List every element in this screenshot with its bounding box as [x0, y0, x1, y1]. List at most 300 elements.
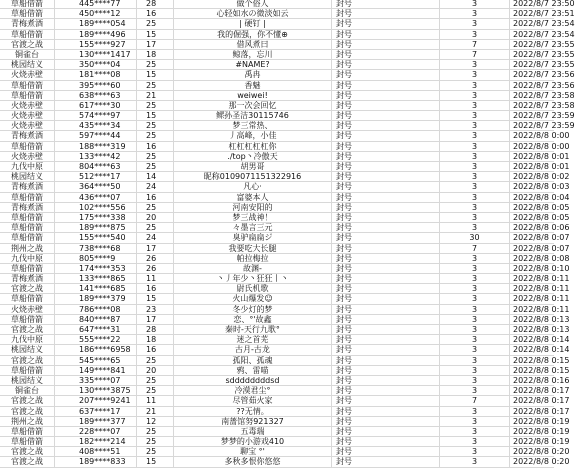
duration-cell: 3 — [440, 315, 510, 324]
action-cell: 封号 — [332, 193, 440, 202]
server-name-cell: 官渡之战 — [0, 457, 55, 466]
action-cell: 封号 — [332, 325, 440, 334]
level-cell: 18 — [137, 335, 174, 344]
duration-cell: 3 — [440, 70, 510, 79]
player-id-cell: 647****31 — [55, 325, 137, 334]
server-name-cell: 草船借箭 — [0, 0, 55, 8]
duration-cell: 3 — [440, 457, 510, 466]
level-cell: 28 — [137, 325, 174, 334]
player-id-cell: 149****841 — [55, 366, 137, 375]
timestamp-cell: 2022/8/8 0:13 — [513, 325, 570, 334]
action-cell: 封号 — [332, 233, 440, 242]
action-cell: 封号 — [332, 315, 440, 324]
server-name-cell: 草船借箭 — [0, 233, 55, 242]
table-row — [0, 0, 575, 9]
server-name-cell: 火烧赤壁 — [0, 111, 55, 120]
level-cell: 25 — [137, 101, 174, 110]
action-cell: 封号 — [332, 142, 440, 151]
level-cell: 15 — [137, 30, 174, 39]
nickname-cell: 孤阳、孤魂 — [174, 356, 332, 365]
table-row — [0, 182, 570, 192]
server-name-cell: 草船借箭 — [0, 193, 55, 202]
timestamp-cell: 2022/8/8 0:06 — [513, 223, 570, 233]
table-row — [0, 355, 570, 366]
player-id-cell: 130****1417 — [55, 50, 137, 59]
duration-cell: 3 — [440, 60, 510, 69]
player-id-cell: 335****07 — [55, 376, 137, 385]
duration-cell: 3 — [440, 366, 510, 375]
action-cell: 封号 — [332, 407, 440, 416]
server-name-cell: 九伐中原 — [0, 254, 55, 263]
level-cell: 25 — [137, 223, 174, 232]
timestamp-cell: 2022/8/8 0:19 — [513, 437, 570, 447]
table-row — [0, 253, 570, 264]
player-id-cell: 133****865 — [55, 274, 137, 283]
player-id-cell: 450****12 — [55, 9, 137, 18]
table-row — [0, 121, 575, 131]
duration-cell: 3 — [440, 91, 510, 100]
server-name-cell: 铜雀台 — [0, 386, 55, 395]
level-cell: 25 — [137, 81, 174, 90]
duration-cell: 3 — [440, 81, 510, 90]
player-id-cell: 435****34 — [55, 121, 137, 130]
player-id-cell: 617****30 — [55, 101, 137, 110]
table-row — [0, 111, 575, 121]
nickname-cell: 昵称0109071151322916 — [174, 172, 332, 181]
action-cell: 封号 — [332, 203, 440, 212]
table-row — [0, 345, 570, 355]
timestamp-cell: 2022/8/8 0:07 — [513, 243, 570, 253]
table-row — [0, 202, 570, 213]
timestamp-cell: 2022/8/8 0:05 — [513, 202, 570, 212]
table-row — [0, 386, 570, 396]
timestamp-cell: 2022/8/8 0:17 — [513, 406, 570, 416]
server-name-cell: 青梅煮酒 — [0, 131, 55, 140]
timestamp-cell: 2022/8/7 23:55 — [513, 60, 575, 70]
server-name-cell: 青梅煮酒 — [0, 19, 55, 28]
nickname-cell: 做个俗人 — [174, 0, 332, 8]
player-id-cell: 545****65 — [55, 356, 137, 365]
server-name-cell: 九伐中原 — [0, 162, 55, 171]
timestamp-cell: 2022/8/8 0:03 — [513, 182, 570, 192]
server-name-cell: 草船借箭 — [0, 437, 55, 446]
nickname-cell: 々墨言三元 — [174, 223, 332, 232]
table-row — [0, 406, 570, 417]
player-id-cell: 155****927 — [55, 40, 137, 49]
timestamp-cell: 2022/8/7 23:55 — [513, 39, 575, 49]
server-name-cell: 青梅煮酒 — [0, 182, 55, 191]
nickname-cell: 五毒瑞 — [174, 427, 332, 436]
server-name-cell: 火烧赤壁 — [0, 305, 55, 314]
player-id-cell: 188****319 — [55, 142, 137, 151]
level-cell: 25 — [137, 131, 174, 140]
timestamp-cell: 2022/8/7 23:56 — [513, 80, 575, 90]
nickname-cell: 河南安阳的 — [174, 203, 332, 212]
action-cell: 封号 — [332, 254, 440, 263]
level-cell: 18 — [137, 50, 174, 59]
table-row — [0, 100, 575, 111]
table-row — [0, 284, 570, 294]
player-id-cell: 638****63 — [55, 91, 137, 100]
nickname-cell: 我的倔强，你不懂⊕ — [174, 30, 332, 39]
nickname-cell: 尉氏机歌 — [174, 284, 332, 293]
action-cell: 封号 — [332, 457, 440, 466]
timestamp-cell: 2022/8/7 23:59 — [513, 121, 575, 131]
action-cell: 封号 — [332, 223, 440, 232]
duration-cell: 3 — [440, 356, 510, 365]
server-name-cell: 铜雀台 — [0, 50, 55, 59]
action-cell: 封号 — [332, 305, 440, 314]
level-cell: 25 — [137, 121, 174, 130]
player-id-cell: 597****44 — [55, 131, 137, 140]
level-cell: 25 — [137, 376, 174, 385]
table-row — [0, 212, 570, 223]
player-id-cell: 408****51 — [55, 447, 137, 456]
table-row — [0, 19, 575, 29]
table-row — [0, 162, 570, 172]
action-cell: 封号 — [332, 427, 440, 436]
nickname-cell: 臭驴扁扁ジ — [174, 233, 332, 242]
nickname-cell: | 硬钉 | — [174, 19, 332, 28]
duration-cell: 3 — [440, 203, 510, 212]
action-cell: 封号 — [332, 213, 440, 222]
timestamp-cell: 2022/8/8 0:07 — [513, 233, 570, 243]
server-name-cell: 草船借箭 — [0, 366, 55, 375]
nickname-cell: 火山爆发☺ — [174, 294, 332, 303]
timestamp-cell: 2022/8/8 0:01 — [513, 151, 570, 161]
table-row — [0, 90, 575, 101]
level-cell: 16 — [137, 9, 174, 18]
table-row — [0, 325, 570, 335]
nickname-cell: weiwei! — [174, 91, 332, 100]
table-row — [0, 141, 570, 152]
nickname-cell: 借风煮曰 — [174, 40, 332, 49]
level-cell: 25 — [137, 162, 174, 171]
level-cell: 25 — [137, 203, 174, 212]
player-id-cell: 186****6958 — [55, 345, 137, 354]
action-cell: 封号 — [332, 19, 440, 28]
action-cell: 封号 — [332, 396, 440, 405]
action-cell: 封号 — [332, 40, 440, 49]
duration-cell: 3 — [440, 213, 510, 222]
duration-cell: 3 — [440, 376, 510, 385]
action-cell: 封号 — [332, 91, 440, 100]
duration-cell: 3 — [440, 131, 510, 140]
player-id-cell: 189****379 — [55, 294, 137, 303]
duration-cell: 3 — [440, 335, 510, 344]
action-cell: 封号 — [332, 376, 440, 385]
duration-cell: 3 — [440, 19, 510, 28]
timestamp-cell: 2022/8/8 0:16 — [513, 375, 570, 385]
table-row — [0, 457, 570, 467]
action-cell: 封号 — [332, 417, 440, 426]
nickname-cell: 丶丿年少丶狂狂丨丶 — [174, 274, 332, 283]
table-row — [0, 396, 570, 406]
duration-cell: 3 — [440, 407, 510, 416]
timestamp-cell: 2022/8/7 23:51 — [513, 9, 575, 19]
timestamp-cell: 2022/8/8 0:15 — [513, 355, 570, 365]
level-cell: 17 — [137, 40, 174, 49]
action-cell: 封号 — [332, 182, 440, 191]
timestamp-cell: 2022/8/7 23:58 — [513, 100, 575, 110]
player-id-cell: 133****42 — [55, 152, 137, 161]
player-id-cell: 805****9 — [55, 254, 137, 263]
action-cell: 封号 — [332, 121, 440, 130]
timestamp-cell: 2022/8/8 0:01 — [513, 162, 570, 171]
player-id-cell: 786****08 — [55, 305, 137, 314]
table-row — [0, 294, 570, 304]
timestamp-cell: 2022/8/8 0:13 — [513, 314, 570, 324]
player-id-cell: 512****17 — [55, 172, 137, 181]
timestamp-cell: 2022/8/8 0:20 — [513, 457, 570, 467]
level-cell: 11 — [137, 274, 174, 283]
timestamp-cell: 2022/8/8 0:19 — [513, 416, 570, 426]
level-cell: 20 — [137, 213, 174, 222]
server-name-cell: 草船借箭 — [0, 264, 55, 273]
nickname-cell: 杠杠杠杠杠你 — [174, 142, 332, 151]
table-row — [0, 335, 570, 345]
action-cell: 封号 — [332, 111, 440, 120]
duration-cell: 3 — [440, 30, 510, 39]
level-cell: 23 — [137, 305, 174, 314]
timestamp-cell: 2022/8/8 0:00 — [513, 141, 570, 151]
nickname-cell: 故渊- — [174, 264, 332, 273]
table-row — [0, 365, 570, 376]
duration-cell: 3 — [440, 417, 510, 426]
duration-cell: 3 — [440, 193, 510, 202]
level-cell: 16 — [137, 142, 174, 151]
player-id-cell: 228****07 — [55, 427, 137, 436]
duration-cell: 3 — [440, 162, 510, 171]
timestamp-cell: 2022/8/7 23:56 — [513, 70, 575, 80]
timestamp-cell: 2022/8/7 23:50 — [513, 0, 575, 8]
server-name-cell: 桃园结义 — [0, 345, 55, 354]
nickname-cell: ??无情。 — [174, 407, 332, 416]
level-cell: 16 — [137, 284, 174, 293]
duration-cell: 7 — [440, 244, 510, 253]
server-name-cell: 官渡之战 — [0, 325, 55, 334]
player-id-cell: 395****60 — [55, 81, 137, 90]
nickname-cell: 心轻如水の微淡如云 — [174, 9, 332, 18]
nickname-cell: 凡心· — [174, 182, 332, 191]
level-cell: 21 — [137, 91, 174, 100]
player-id-cell: 574****97 — [55, 111, 137, 120]
server-name-cell: 官渡之战 — [0, 284, 55, 293]
server-name-cell: 火烧赤壁 — [0, 101, 55, 110]
action-cell: 封号 — [332, 162, 440, 171]
action-cell: 封号 — [332, 101, 440, 110]
duration-cell: 3 — [440, 254, 510, 263]
server-name-cell: 草船借箭 — [0, 213, 55, 222]
table-row — [0, 151, 570, 162]
player-id-cell: 207****9241 — [55, 396, 137, 405]
timestamp-cell: 2022/8/8 0:10 — [513, 263, 570, 273]
duration-cell: 3 — [440, 172, 510, 181]
level-cell: 12 — [137, 417, 174, 426]
duration-cell: 3 — [440, 294, 510, 303]
timestamp-cell: 2022/8/7 23:59 — [513, 111, 575, 121]
nickname-cell: 冷漠君尘° — [174, 386, 332, 395]
nickname-cell: 禹冉 — [174, 70, 332, 79]
nickname-cell: 秦时-天行九歌° — [174, 325, 332, 334]
level-cell: 26 — [137, 254, 174, 263]
action-cell: 封号 — [332, 244, 440, 253]
timestamp-cell: 2022/8/7 23:55 — [513, 49, 575, 59]
level-cell: 16 — [137, 193, 174, 202]
player-id-cell: 555****22 — [55, 335, 137, 344]
duration-cell: 3 — [440, 305, 510, 314]
table-row — [0, 243, 570, 254]
timestamp-cell: 2022/8/8 0:11 — [513, 304, 570, 314]
player-id-cell: 141****685 — [55, 284, 137, 293]
nickname-cell: 聊宝 °' — [174, 447, 332, 456]
level-cell: 28 — [137, 0, 174, 8]
duration-cell: 3 — [440, 152, 510, 161]
server-name-cell: 草船借箭 — [0, 223, 55, 232]
timestamp-cell: 2022/8/8 0:00 — [513, 131, 570, 141]
action-cell: 封号 — [332, 447, 440, 456]
action-cell: 封号 — [332, 284, 440, 293]
nickname-cell: 多秋多恨你悠悠 — [174, 457, 332, 466]
level-cell: 25 — [137, 356, 174, 365]
level-cell: 15 — [137, 111, 174, 120]
server-name-cell: 草船借箭 — [0, 91, 55, 100]
nickname-cell: 冬少灯的梦 — [174, 305, 332, 314]
nickname-cell: 富婆本人 — [174, 193, 332, 202]
level-cell: 15 — [137, 70, 174, 79]
server-name-cell: 九伐中原 — [0, 335, 55, 344]
nickname-cell: 梦梦的小游戏410 — [174, 437, 332, 446]
table-row — [0, 233, 570, 243]
nickname-cell: ./top丶冷傲天 — [174, 152, 332, 161]
nickname-cell: sddddddddsd — [174, 376, 332, 385]
timestamp-cell: 2022/8/8 0:17 — [513, 396, 570, 406]
table-row — [0, 131, 570, 141]
timestamp-cell: 2022/8/8 0:05 — [513, 212, 570, 222]
duration-cell: 3 — [440, 274, 510, 283]
server-name-cell: 荆州之战 — [0, 244, 55, 253]
table-row — [0, 39, 575, 50]
server-name-cell: 草船借箭 — [0, 30, 55, 39]
action-cell: 封号 — [332, 9, 440, 18]
action-cell: 封号 — [332, 81, 440, 90]
nickname-cell: 胡男哥 — [174, 162, 332, 171]
action-cell: 封号 — [332, 172, 440, 181]
server-name-cell: 荆州之战 — [0, 417, 55, 426]
table-row — [0, 304, 570, 315]
server-name-cell: 桃园结义 — [0, 376, 55, 385]
player-id-cell: 175****338 — [55, 213, 137, 222]
table-row — [0, 223, 570, 233]
level-cell: 20 — [137, 366, 174, 375]
duration-cell: 3 — [440, 345, 510, 354]
timestamp-cell: 2022/8/7 23:54 — [513, 19, 575, 29]
level-cell: 25 — [137, 60, 174, 69]
nickname-cell: 迷之首芜 — [174, 335, 332, 344]
level-cell: 24 — [137, 233, 174, 242]
server-name-cell: 桃园结义 — [0, 60, 55, 69]
nickname-cell: 梦三常热、 — [174, 121, 332, 130]
duration-cell: 3 — [440, 9, 510, 18]
nickname-cell: 丿高峰，小佳 — [174, 131, 332, 140]
player-id-cell: 189****833 — [55, 457, 137, 466]
timestamp-cell: 2022/8/8 0:14 — [513, 335, 570, 345]
nickname-cell: 鳏孙圣洁30115746 — [174, 111, 332, 120]
nickname-cell: #NAME? — [174, 60, 332, 69]
table-row — [0, 314, 570, 325]
duration-cell: 3 — [440, 101, 510, 110]
timestamp-cell: 2022/8/8 0:15 — [513, 365, 570, 375]
table-row — [0, 375, 570, 386]
nickname-cell: 鲸落，忘川 — [174, 50, 332, 59]
duration-cell: 3 — [440, 264, 510, 273]
server-name-cell: 火烧赤壁 — [0, 152, 55, 161]
table-row — [0, 263, 570, 274]
server-name-cell: 火烧赤壁 — [0, 121, 55, 130]
duration-cell: 3 — [440, 182, 510, 191]
duration-cell: 3 — [440, 0, 510, 8]
server-name-cell: 青梅煮酒 — [0, 203, 55, 212]
player-id-cell: 637****17 — [55, 407, 137, 416]
duration-cell: 3 — [440, 121, 510, 130]
table-row — [0, 447, 570, 457]
action-cell: 封号 — [332, 366, 440, 375]
player-id-cell: 102****556 — [55, 203, 137, 212]
nickname-cell: 帕拉梅拉 — [174, 254, 332, 263]
duration-cell: 3 — [440, 223, 510, 232]
server-name-cell: 官渡之战 — [0, 40, 55, 49]
action-cell: 封号 — [332, 152, 440, 161]
action-cell: 封号 — [332, 131, 440, 140]
duration-cell: 3 — [440, 325, 510, 334]
duration-cell: 7 — [440, 40, 510, 49]
server-name-cell: 草船借箭 — [0, 294, 55, 303]
duration-cell: 3 — [440, 427, 510, 436]
table-row — [0, 416, 570, 427]
action-cell: 封号 — [332, 50, 440, 59]
table-row — [0, 60, 575, 70]
duration-cell: 3 — [440, 284, 510, 293]
level-cell: 25 — [137, 152, 174, 161]
server-name-cell: 草船借箭 — [0, 427, 55, 436]
timestamp-cell: 2022/8/8 0:20 — [513, 447, 570, 457]
timestamp-cell: 2022/8/7 23:54 — [513, 29, 575, 39]
table-row — [0, 70, 575, 80]
server-name-cell: 官渡之战 — [0, 396, 55, 405]
duration-cell: 30 — [440, 233, 510, 242]
timestamp-cell: 2022/8/8 0:17 — [513, 386, 570, 396]
action-cell: 封号 — [332, 437, 440, 446]
player-id-cell: 182****214 — [55, 437, 137, 446]
table-row — [0, 426, 570, 437]
server-name-cell: 草船借箭 — [0, 315, 55, 324]
level-cell: 16 — [137, 345, 174, 354]
level-cell: 15 — [137, 457, 174, 466]
player-id-cell: 445****77 — [55, 0, 137, 8]
action-cell: 封号 — [332, 335, 440, 344]
level-cell: 25 — [137, 386, 174, 395]
level-cell: 25 — [137, 427, 174, 436]
action-cell: 封号 — [332, 30, 440, 39]
level-cell: 15 — [137, 294, 174, 303]
timestamp-cell: 2022/8/8 0:11 — [513, 294, 570, 304]
level-cell: 25 — [137, 437, 174, 446]
server-name-cell: 青梅煮酒 — [0, 274, 55, 283]
nickname-cell: 尽管茹火家 — [174, 396, 332, 405]
nickname-cell: 那一次会回忆 — [174, 101, 332, 110]
action-cell: 封号 — [332, 0, 440, 8]
nickname-cell: 梦三战神！ — [174, 213, 332, 222]
